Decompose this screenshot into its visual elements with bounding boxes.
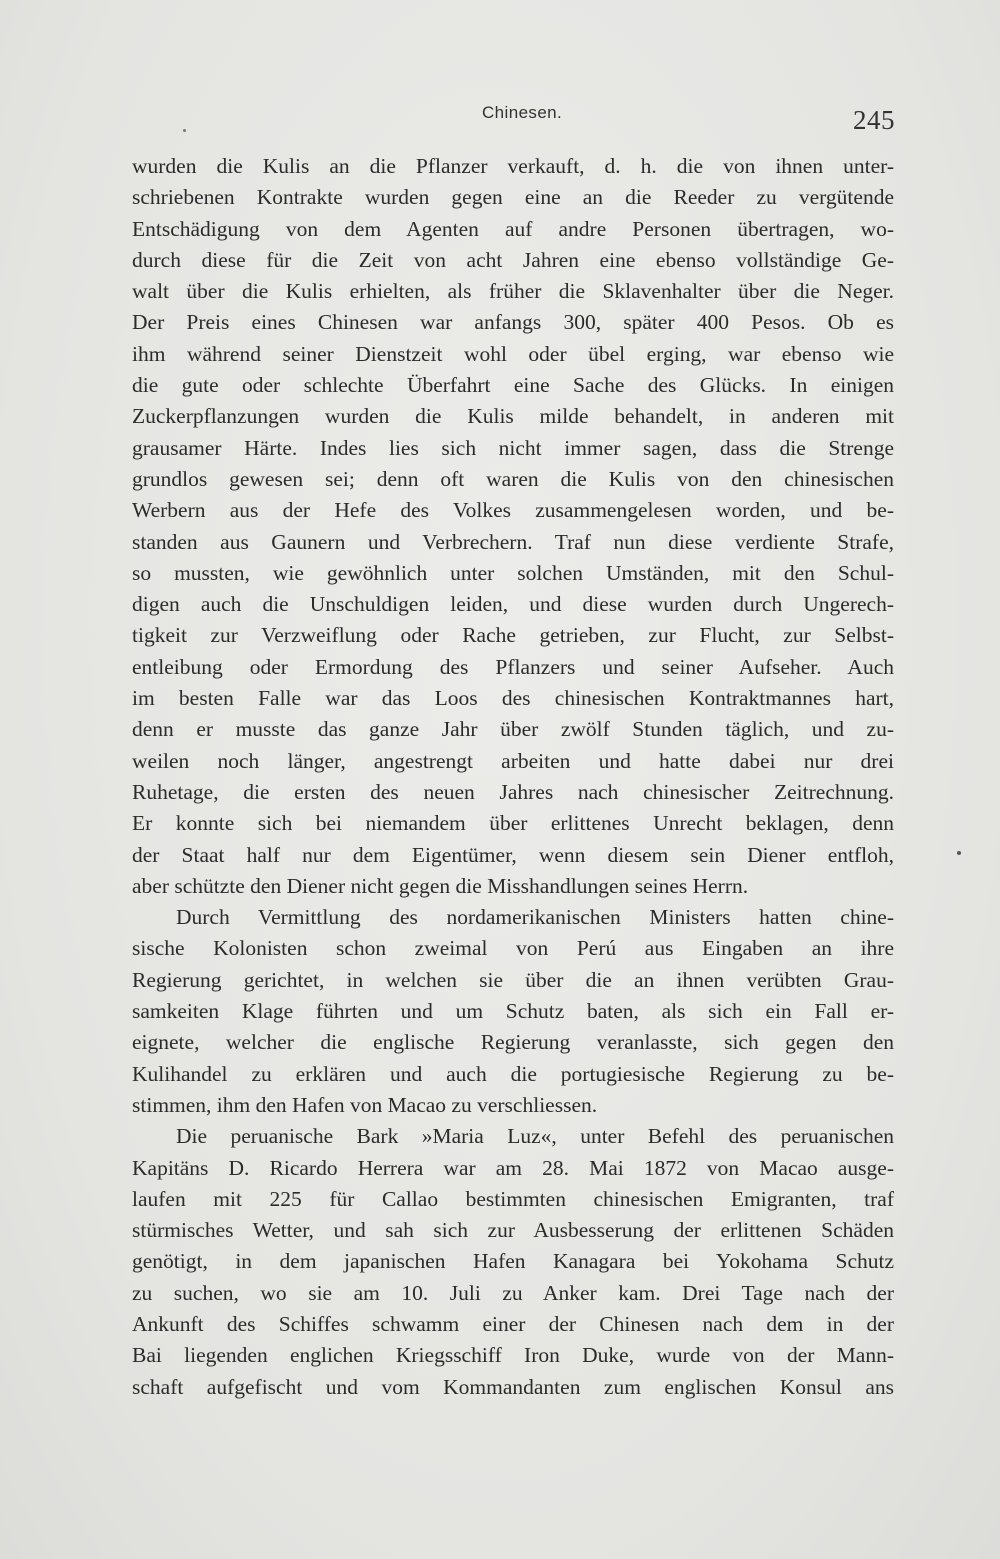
text-line: wurden die Kulis an die Pflanzer verkauft, d. h. die von ihnen unter- [132, 154, 894, 178]
text-line: walt über die Kulis erhielten, als früher die Sklavenhalter über die Neger. [132, 279, 894, 304]
text-line: Ankunft des Schiffes schwamm einer der Chinesen nach dem in der [132, 1311, 894, 1336]
text-line: Kapitäns D. Ricardo Herrera war am 28. Mai 1872 von Macao ausge- [132, 1155, 894, 1180]
text-line: entleibung oder Ermordung des Pflanzers und seiner Aufseher. Auch [132, 654, 894, 679]
text-line: zu suchen, wo sie am 10. Juli zu Anker kam. Drei Tage nach der [132, 1280, 894, 1305]
text-line: Ruhetage, die ersten des neuen Jahres nach chinesischer Zeitrechnung. [132, 779, 894, 804]
text-line: Er konnte sich bei niemandem über erlittenes Unrecht beklagen, denn [132, 811, 894, 836]
text-line: der Staat half nur dem Eigentümer, wenn diesem sein Diener entfloh, [132, 842, 894, 867]
text-line: Regierung gerichtet, in welchen sie über die an ihnen verübten Grau- [132, 967, 894, 992]
text-line: laufen mit 225 für Callao bestimmten chinesischen Emigranten, traf [132, 1186, 894, 1211]
text-line: digen auch die Unschuldigen leiden, und diese wurden durch Ungerech- [132, 592, 894, 617]
text-line: Werbern aus der Hefe des Volkes zusammengelesen worden, und be- [132, 498, 894, 523]
page-number: 245 [853, 105, 895, 135]
text-line: grundlos gewesen sei; denn oft waren die Kulis von den chinesischen [132, 466, 894, 491]
text-line: standen aus Gaunern und Verbrechern. Traf nun diese verdiente Strafe, [132, 529, 894, 554]
running-header-title: Chinesen. [482, 103, 563, 122]
text-line: schaft aufgefischt und vom Kommandanten zum englischen Konsul ans [132, 1374, 894, 1399]
text-line: schriebenen Kontrakte wurden gegen eine an die Reeder zu vergütende [132, 185, 894, 210]
text-line: Zuckerpflanzungen wurden die Kulis milde behandelt, in anderen mit [132, 404, 894, 429]
text-line: durch diese für die Zeit von acht Jahren eine ebenso vollständige Ge- [132, 247, 894, 272]
text-line: grausamer Härte. Indes lies sich nicht immer sagen, dass die Strenge [132, 435, 894, 460]
text-line: die gute oder schlechte Überfahrt eine Sache des Glücks. In einigen [132, 373, 894, 398]
text-line: Entschädigung von dem Agenten auf andre Personen übertragen, wo- [132, 216, 894, 241]
text-line: genötigt, in dem japanischen Hafen Kanagara bei Yokohama Schutz [132, 1249, 894, 1274]
text-line: tigkeit zur Verzweiflung oder Rache getrieben, zur Flucht, zur Selbst- [132, 623, 894, 648]
text-line: sische Kolonisten schon zweimal von Perú aus Eingaben an ihre [132, 936, 894, 961]
text-line: denn er musste das ganze Jahr über zwölf Stunden täglich, und zu- [132, 717, 894, 742]
running-header [0, 103, 1000, 143]
text-line: Der Preis eines Chinesen war anfangs 300, später 400 Pesos. Ob es [132, 310, 894, 335]
paper-speck [183, 129, 186, 132]
text-line: so mussten, wie gewöhnlich unter solchen Umständen, mit den Schul- [132, 560, 894, 585]
text-line: Durch Vermittlung des nordamerikanischen Ministers hatten chine- [176, 905, 894, 930]
body-text [132, 151, 894, 1403]
text-line: Kulihandel zu erklären und auch die portugiesische Regierung zu be- [132, 1061, 894, 1086]
text-line: stürmisches Wetter, und sah sich zur Ausbesserung der erlittenen Schäden [132, 1218, 894, 1243]
text-line: ihm während seiner Dienstzeit wohl oder übel erging, war ebenso wie [132, 341, 894, 366]
paper-speck [957, 851, 961, 855]
text-line: weilen noch länger, angestrengt arbeiten und hatte dabei nur drei [132, 748, 894, 773]
text-line: Die peruanische Bark »Maria Luz«, unter Befehl des peruanischen [176, 1124, 894, 1149]
text-line: stimmen, ihm den Hafen von Macao zu verschliessen. [132, 1092, 598, 1117]
text-line: aber schützte den Diener nicht gegen die Misshandlungen seines Herrn. [132, 873, 749, 898]
text-line: Bai liegenden englichen Kriegsschiff Iron Duke, wurde von der Mann- [132, 1343, 894, 1368]
text-line: samkeiten Klage führten und um Schutz baten, als sich ein Fall er- [132, 999, 894, 1024]
text-line: im besten Falle war das Loos des chinesischen Kontraktmannes hart, [132, 686, 894, 711]
text-line: eignete, welcher die englische Regierung veranlasste, sich gegen den [132, 1030, 894, 1055]
